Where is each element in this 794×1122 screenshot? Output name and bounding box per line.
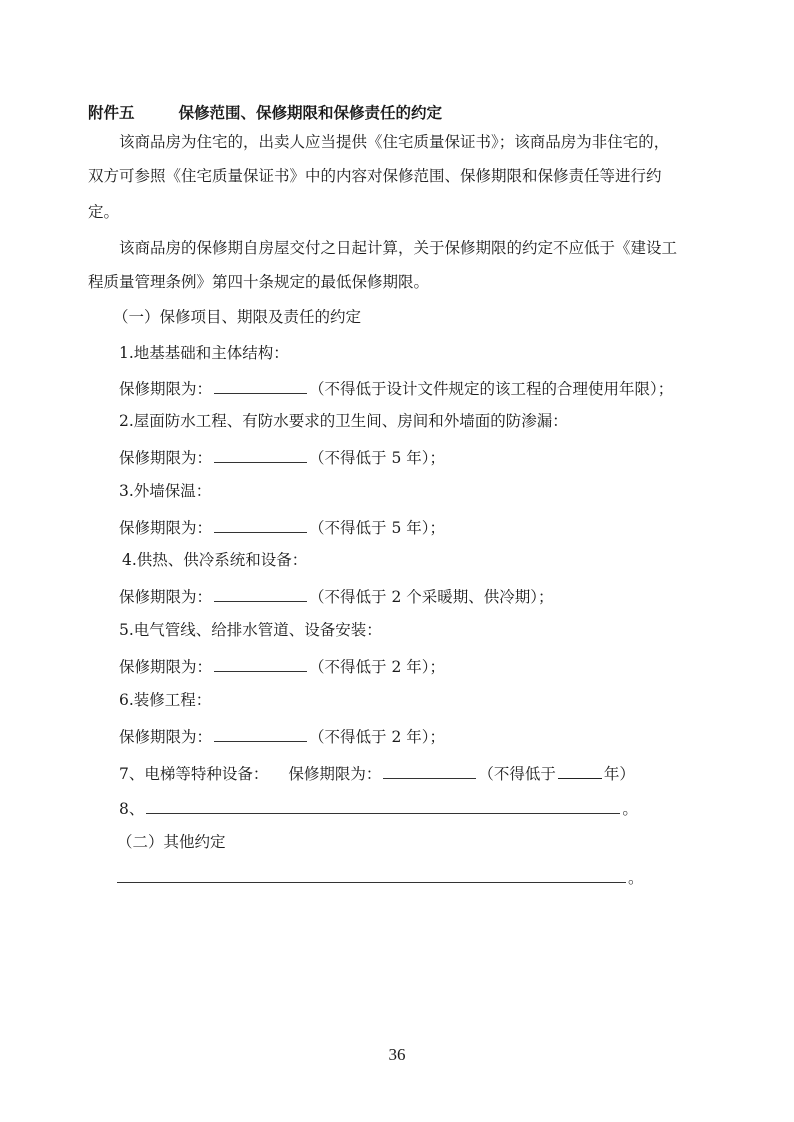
period-label: 保修期限为：: [119, 449, 213, 467]
period-row: [119, 377, 673, 399]
appendix-label: 附件五: [88, 104, 135, 122]
period-label: 保修期限为：: [288, 765, 382, 783]
item8-blank-field[interactable]: [146, 797, 620, 814]
other-blank-field[interactable]: [117, 866, 626, 883]
item-title: 3.外墙保温：: [119, 482, 212, 500]
item8-row: [119, 797, 638, 819]
item-title: 5.电气管线、给排水管道、设备安装：: [119, 621, 382, 639]
period-label: 保修期限为：: [119, 728, 213, 746]
other-suffix: 。: [628, 869, 644, 887]
period-blank-field[interactable]: [214, 516, 307, 533]
period-note: （不得低于 5 年）；: [309, 519, 445, 537]
period-note: （不得低于 5 年）；: [309, 449, 445, 467]
page-number: 36: [388, 1045, 406, 1064]
para1-line2: 双方可参照《住宅质量保证书》中的内容对保修范围、保修期限和保修责任等进行约: [88, 167, 662, 185]
period-label: 保修期限为：: [119, 588, 213, 606]
appendix-heading: [88, 103, 442, 123]
period-row: [119, 585, 553, 607]
period-note: （不得低于 2 年）；: [309, 728, 445, 746]
period-note: （不得低于 2 年）；: [309, 658, 445, 676]
period-blank-field[interactable]: [214, 377, 307, 394]
item7-note-pre: （不得低于: [478, 765, 556, 783]
section2-title: （二）其他约定: [117, 833, 226, 851]
item-title: 1.地基基础和主体结构：: [119, 344, 289, 362]
period-note: （不得低于 2 个采暖期、供冷期）；: [309, 588, 554, 606]
period-row: [119, 516, 445, 538]
period-row: [119, 446, 445, 468]
period-blank-field[interactable]: [214, 446, 307, 463]
item7-title: 7、电梯等特种设备：: [119, 765, 269, 783]
period-blank-field[interactable]: [383, 762, 476, 779]
para2-line1: 该商品房的保修期自房屋交付之日起计算，关于保修期限的约定不应低于《建设工: [119, 239, 678, 257]
item8-suffix: 。: [622, 800, 638, 818]
period-label: 保修期限为：: [119, 380, 213, 398]
period-label: 保修期限为：: [119, 658, 213, 676]
section1-title: （一）保修项目、期限及责任的约定: [113, 308, 362, 326]
item-title: 6.装修工程：: [119, 691, 212, 709]
item8-prefix: 8、: [119, 800, 145, 818]
period-blank-field[interactable]: [214, 585, 307, 602]
para1-line1: 该商品房为住宅的，出卖人应当提供《住宅质量保证书》；该商品房为非住宅的，: [119, 133, 670, 151]
period-blank-field[interactable]: [214, 655, 307, 672]
min-years-blank-field[interactable]: [558, 762, 602, 779]
para2-line2: 程质量管理条例》第四十条规定的最低保修期限。: [88, 273, 430, 291]
period-blank-field[interactable]: [214, 725, 307, 742]
item-title: 2.屋面防水工程、有防水要求的卫生间、房间和外墙面的防渗漏：: [119, 412, 568, 430]
period-note: （不得低于设计文件规定的该工程的合理使用年限）；: [309, 380, 674, 398]
item-title: 4.供热、供冷系统和设备：: [122, 551, 308, 569]
item7-note-post: 年）: [603, 765, 635, 783]
period-label: 保修期限为：: [119, 519, 213, 537]
period-row: [119, 725, 445, 747]
item7-row: [119, 762, 635, 784]
period-row: [119, 655, 445, 677]
appendix-title: 保修范围、保修期限和保修责任的约定: [178, 104, 443, 122]
other-row: [117, 866, 644, 888]
para1-line3: 定。: [88, 203, 120, 221]
